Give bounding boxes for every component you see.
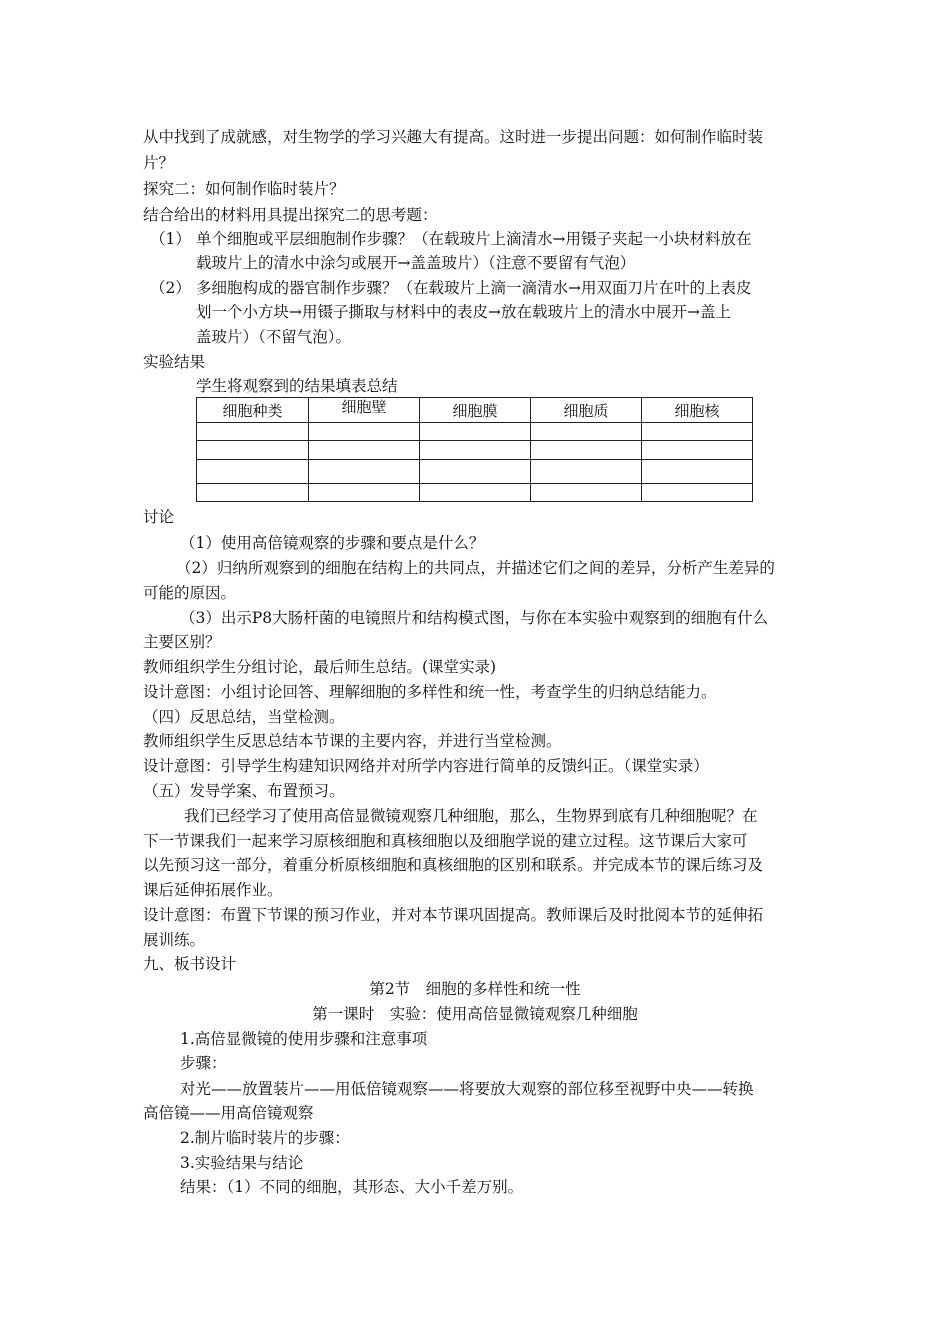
table-cell[interactable] <box>420 441 531 459</box>
discussion-heading: 讨论 <box>143 508 175 526</box>
results-instruction: 学生将观察到的结果填表总结 <box>196 377 398 395</box>
section4-intent: 设计意图：引导学生构建知识网络并对所学内容进行简单的反馈纠正。（课堂实录） <box>143 757 709 775</box>
section5-intent-line-2: 展训练。 <box>143 931 206 949</box>
section4-text: 教师组织学生反思总结本节课的主要内容，并进行当堂检测。 <box>143 732 562 750</box>
section4-heading: （四）反思总结，当堂检测。 <box>143 708 345 726</box>
header-cell-nucleus: 细胞核 <box>642 398 753 423</box>
table-cell[interactable] <box>197 459 309 483</box>
intro-line-2: 片？ <box>143 154 175 172</box>
question-1-line-2: 载玻片上的清水中涂匀或展开→盖盖玻片）（注意不要留有气泡） <box>196 254 636 272</box>
table-cell[interactable] <box>420 459 531 483</box>
section5-paragraph-line-1: 我们已经学习了使用高倍显微镜观察几种细胞，那么，生物界到底有几种细胞呢？在 <box>184 807 758 825</box>
table-cell[interactable] <box>642 459 753 483</box>
table-row <box>197 441 753 459</box>
results-table <box>196 397 753 502</box>
inquiry2-title: 探究二：如何制作临时装片？ <box>143 180 345 198</box>
table-cell[interactable] <box>642 483 753 501</box>
table-cell[interactable] <box>309 483 420 501</box>
table-row <box>197 423 753 441</box>
header-cell-membrane: 细胞膜 <box>420 398 531 423</box>
board-title-1: 第2节 细胞的多样性和统一性 <box>369 980 581 998</box>
question-2-line-1: 多细胞构成的器官制作步骤？（在载玻片上滴一滴清水→用双面刀片在叶的上表皮 <box>196 279 752 297</box>
board-item-3: 3.实验结果与结论 <box>180 1154 304 1172</box>
discussion-question-2-line-1: （2）归纳所观察到的细胞在结构上的共同点，并描述它们之间的差异，分析产生差异的 <box>176 559 775 577</box>
table-cell[interactable] <box>197 441 309 459</box>
question-2-line-2: 划一个小方块→用镊子撕取与材料中的表皮→放在载玻片上的清水中展开→盖上 <box>196 303 731 321</box>
section5-intent-line-1: 设计意图：布置下节课的预习作业，并对本节课巩固提高。教师课后及时批阅本节的延伸拓 <box>143 906 764 924</box>
section5-paragraph-line-2: 下一节课我们一起来学习原核细胞和真核细胞以及细胞学说的建立过程。这节课后大家可 <box>143 832 748 850</box>
table-cell[interactable] <box>309 423 420 441</box>
results-table-header <box>197 398 753 423</box>
section5-paragraph-line-3: 以先预习这一部分，着重分析原核细胞和真核细胞的区别和联系。并完成本节的课后练习及 <box>143 856 764 874</box>
question-2-number: （2） <box>150 279 191 297</box>
discussion-question-3-line-1: （3）出示P8大肠杆菌的电镜照片和结构模式图，与你在本实验中观察到的细胞有什么 <box>180 609 769 627</box>
question-1-line-1: 单个细胞或平层细胞制作步骤？（在载玻片上滴清水→用镊子夹起一小块材料放在 <box>196 230 752 248</box>
board-title-2: 第一课时 实验：使用高倍显微镜观察几种细胞 <box>312 1005 638 1023</box>
board-steps-line-1: 对光——放置装片——用低倍镜观察——将要放大观察的部位移至视野中央——转换 <box>180 1080 754 1098</box>
discussion-question-1: （1）使用高倍镜观察的步骤和要点是什么？ <box>180 534 485 552</box>
results-heading: 实验结果 <box>143 353 206 371</box>
discussion-intent: 设计意图：小组讨论回答、理解细胞的多样性和统一性，考查学生的归纳总结能力。 <box>143 683 717 701</box>
discussion-question-2-line-2: 可能的原因。 <box>143 584 237 602</box>
table-row <box>197 483 753 501</box>
board-item-2: 2.制片临时装片的步骤： <box>180 1129 350 1147</box>
table-cell[interactable] <box>309 459 420 483</box>
table-cell[interactable] <box>309 441 420 459</box>
table-cell[interactable] <box>642 423 753 441</box>
table-cell[interactable] <box>420 423 531 441</box>
board-heading: 九、板书设计 <box>143 955 237 973</box>
board-result-1: 结果：（1）不同的细胞，其形态、大小千差万别。 <box>180 1178 524 1196</box>
question-2-line-3: 盖玻片）（不留气泡）。 <box>196 328 352 346</box>
table-cell[interactable] <box>642 441 753 459</box>
table-cell[interactable] <box>531 423 642 441</box>
inquiry2-prompt: 结合给出的材料用具提出探究二的思考题： <box>143 206 438 224</box>
board-steps-label: 步骤： <box>180 1054 227 1072</box>
table-cell[interactable] <box>197 423 309 441</box>
intro-line-1: 从中找到了成就感，对生物学的学习兴趣大有提高。这时进一步提出问题：如何制作临时装 <box>143 128 764 146</box>
question-1-number: （1） <box>150 230 191 248</box>
table-cell[interactable] <box>197 483 309 501</box>
discussion-organize: 教师组织学生分组讨论，最后师生总结。(课堂实录) <box>143 658 497 676</box>
header-cell-wall: 细胞壁 <box>309 398 420 423</box>
discussion-question-3-line-2: 主要区别？ <box>143 633 221 651</box>
header-cell-cytoplasm: 细胞质 <box>531 398 642 423</box>
board-item-1: 1.高倍显微镜的使用步骤和注意事项 <box>180 1030 428 1048</box>
table-row <box>197 459 753 483</box>
table-cell[interactable] <box>420 483 531 501</box>
header-cell-type: 细胞种类 <box>197 398 309 423</box>
board-steps-line-2: 高倍镜——用高倍镜观察 <box>143 1104 314 1122</box>
section5-paragraph-line-4: 课后延伸拓展作业。 <box>143 881 283 899</box>
table-cell[interactable] <box>531 483 642 501</box>
table-cell[interactable] <box>531 459 642 483</box>
table-cell[interactable] <box>531 441 642 459</box>
section5-heading: （五）发导学案、布置预习。 <box>143 782 345 800</box>
